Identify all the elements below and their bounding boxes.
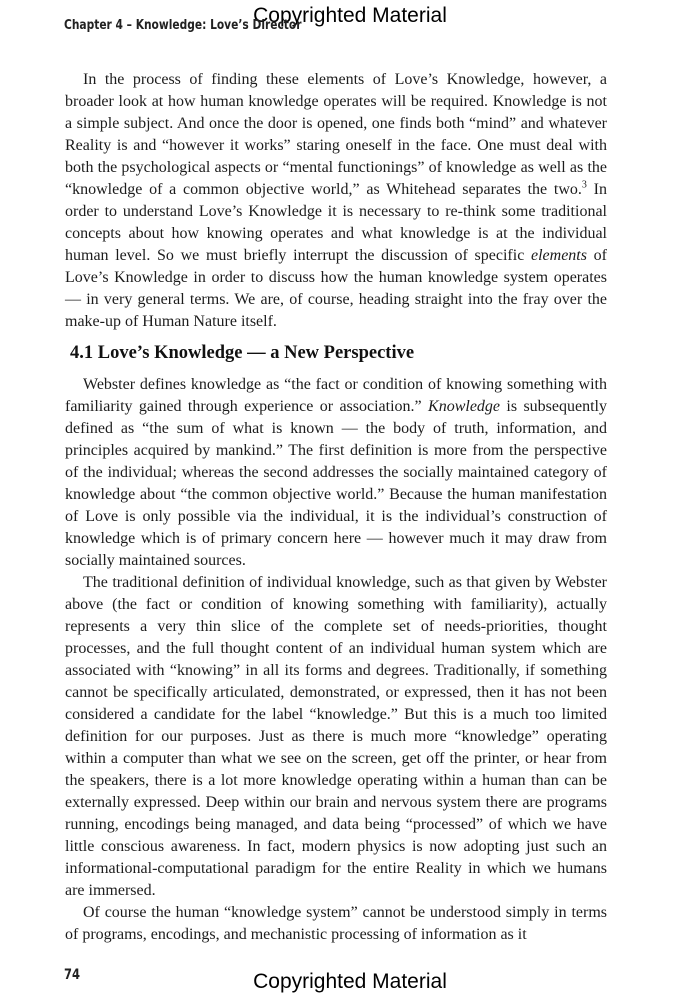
intro-text-c: of Love’s Knowledge in order to discuss how the human knowledge system operates — in very general terms. We are, of course, heading straight into the fray over the make-up of Human Nature itself. [65, 247, 608, 330]
para1-italic: Knowledge [428, 398, 501, 415]
para1-text-b: is subsequently defined as “the sum of what is known — the body of truth, information, and principles acquired by mankind.” The first definition is more from the perspective of the individual; whereas the second addresses the socially maintained category of knowledge about “the common objective world.” Because the human manifestation of Love is only possible via the individual, it is the individual’s construction of knowledge which is of primary concern here — however much it may draw from socially maintained sources. [65, 398, 608, 569]
footnote-ref: 3 [581, 179, 587, 191]
intro-text-b: In order to understand Love’s Knowledge it is necessary to re-think some traditional concepts about how knowing operates and what knowledge is at the individual human level. So we must briefly interrupt the discussion of specific [65, 181, 608, 264]
section-paragraph-2: The traditional definition of individual knowledge, such as that given by Webster above (the fact or condition of knowing something with familiarity), actually represents a very thin slice of the complete set of needs-priorities, thought processes, and the full thought content of an individual human system which are associated with “knowing” in all its forms and degrees. Traditionally, if something cannot be specifically articulated, demonstrated, or expressed, then it has not been considered a candidate for the label “knowledge.” But this is a much too limited definition for our purposes. Just as there is much more “knowledge” operating within a computer than what we see on the screen, get off the printer, or hear from the speakers, there is a lot more knowledge operating within a human than can be externally expressed. Deep within our brain and nervous system there are programs running, encodings being managed, and data being “processed” of which we have little conscious awareness. In fact, modern physics is now adopting just such an informational-computational paradigm for the entire Reality in which we humans are immersed. [65, 574, 607, 899]
copyright-watermark-top: Copyrighted Material [253, 4, 447, 27]
para1-text-a: Webster defines knowledge as “the fact or condition of knowing something with familiarity gained through experience or association.” [65, 376, 607, 415]
intro-italic: elements [531, 247, 587, 264]
body-text-section [65, 374, 607, 946]
copyright-watermark-bottom: Copyrighted Material [253, 970, 447, 993]
section-paragraph-1 [65, 374, 607, 572]
body-text-intro [65, 69, 607, 333]
section-paragraph-3: Of course the human “knowledge system” cannot be understood simply in terms of programs, encodings, and mechanistic processing of information as it [65, 904, 607, 943]
page-number: 74 [64, 967, 80, 983]
running-head: Chapter 4 – Knowledge: Love’s Director [64, 18, 302, 33]
intro-text-a: In the process of finding these elements of Love’s Knowledge, however, a broader look at how human knowledge operates will be required. Knowledge is not a simple subject. And once the door is opened, one finds both “mind” and whatever Reality is and “however it works” staring oneself in the face. One must deal with both the psychological aspects or “mental functionings” of knowledge as well as the “knowledge of a common objective world,” as Whitehead separates the two. [65, 71, 607, 198]
intro-paragraph [65, 69, 607, 333]
section-heading: 4.1 Love’s Knowledge — a New Perspective [70, 343, 415, 363]
